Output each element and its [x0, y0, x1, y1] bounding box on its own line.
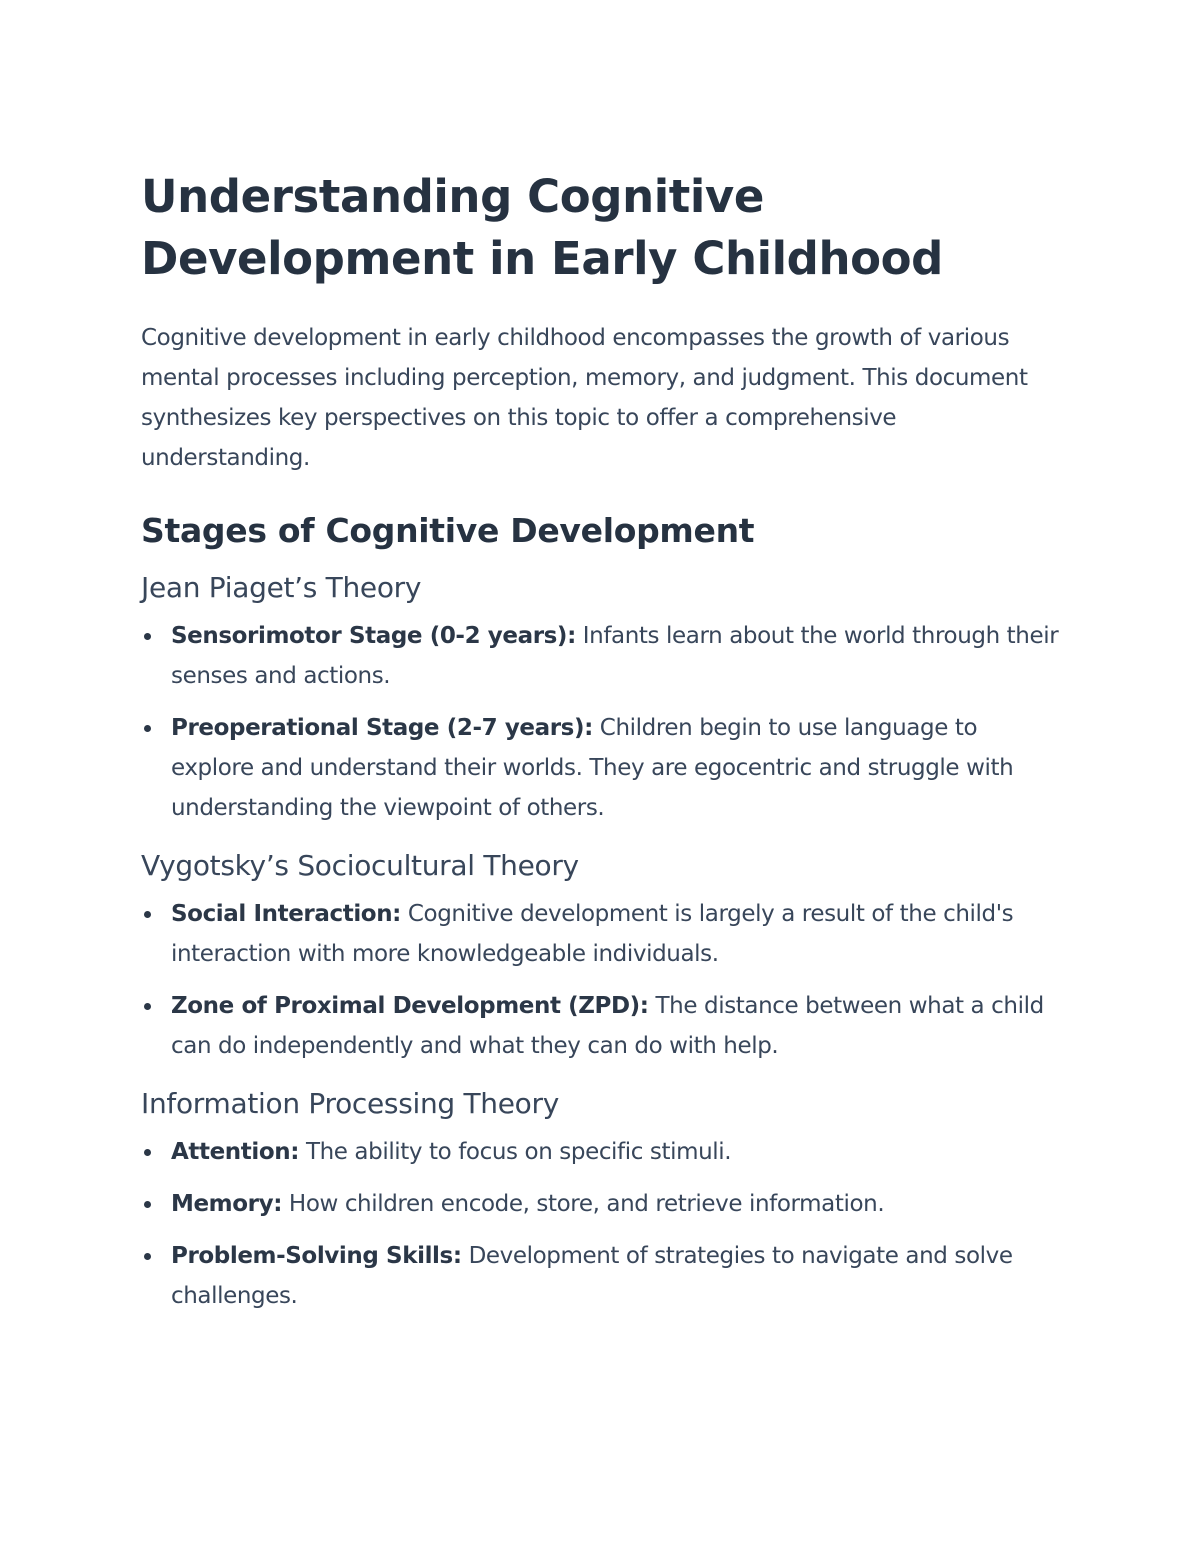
document-page	[141, 166, 1061, 1328]
list-item	[141, 894, 1061, 974]
item-term: Zone of Proximal Development (ZPD)	[171, 993, 640, 1019]
item-text: Development of strategies to navigate and solve challenges.	[171, 1243, 1013, 1309]
bullet-icon	[144, 911, 151, 918]
item-term: Memory	[171, 1191, 274, 1217]
item-text: Children begin to use language to explore and understand their worlds. They are egocentric and struggle with understanding the viewpoint of others.	[171, 715, 1014, 821]
theory-heading-vygotsky: Vygotsky’s Sociocultural Theory	[141, 849, 579, 882]
item-text: The distance between what a child can do independently and what they can do with help.	[171, 993, 1044, 1059]
item-term: Sensorimotor Stage (0-2 years)	[171, 623, 568, 649]
bullet-icon	[144, 1149, 151, 1156]
bullet-icon	[144, 633, 151, 640]
information-processing-list	[141, 1132, 1061, 1316]
item-separator: :	[273, 1191, 283, 1217]
list-item	[141, 986, 1061, 1066]
list-item	[141, 1236, 1061, 1316]
item-separator: :	[567, 623, 576, 649]
bullet-icon	[144, 1003, 151, 1010]
item-term: Social Interaction	[171, 901, 393, 927]
bullet-icon	[144, 1253, 151, 1260]
item-term: Problem-Solving Skills	[171, 1243, 453, 1269]
list-item	[141, 1184, 1061, 1224]
item-text: Infants learn about the world through their senses and actions.	[171, 623, 1059, 689]
item-separator: :	[639, 993, 649, 1019]
item-separator: :	[392, 901, 401, 927]
section-heading: Stages of Cognitive Development	[141, 511, 755, 550]
theory-heading-piaget: Jean Piaget’s Theory	[141, 571, 422, 604]
intro-paragraph: Cognitive development in early childhood encompasses the growth of various mental processes including perception, memory, and judgment. This document synthesizes key perspectives on this topic to offer a comprehensive understanding.	[141, 325, 1028, 471]
item-term: Preoperational Stage (2-7 years)	[171, 715, 585, 741]
item-text: How children encode, store, and retrieve information.	[282, 1191, 885, 1217]
list-item	[141, 1132, 1061, 1172]
item-term: Attention	[171, 1139, 291, 1165]
bullet-icon	[144, 1201, 151, 1208]
item-separator: :	[584, 715, 593, 741]
bullet-icon	[144, 725, 151, 732]
list-item	[141, 708, 1061, 828]
item-text: Cognitive development is largely a result of the child's interaction with more knowledgeable individuals.	[171, 901, 1014, 967]
item-separator: :	[290, 1139, 300, 1165]
document-title: Understanding Cognitive Development in Early Childhood	[141, 170, 943, 285]
item-text: The ability to focus on specific stimuli.	[299, 1139, 732, 1165]
list-item	[141, 616, 1061, 696]
theory-heading-information-processing: Information Processing Theory	[141, 1087, 559, 1120]
item-separator: :	[452, 1243, 462, 1269]
vygotsky-list	[141, 894, 1061, 1066]
piaget-list	[141, 616, 1061, 828]
